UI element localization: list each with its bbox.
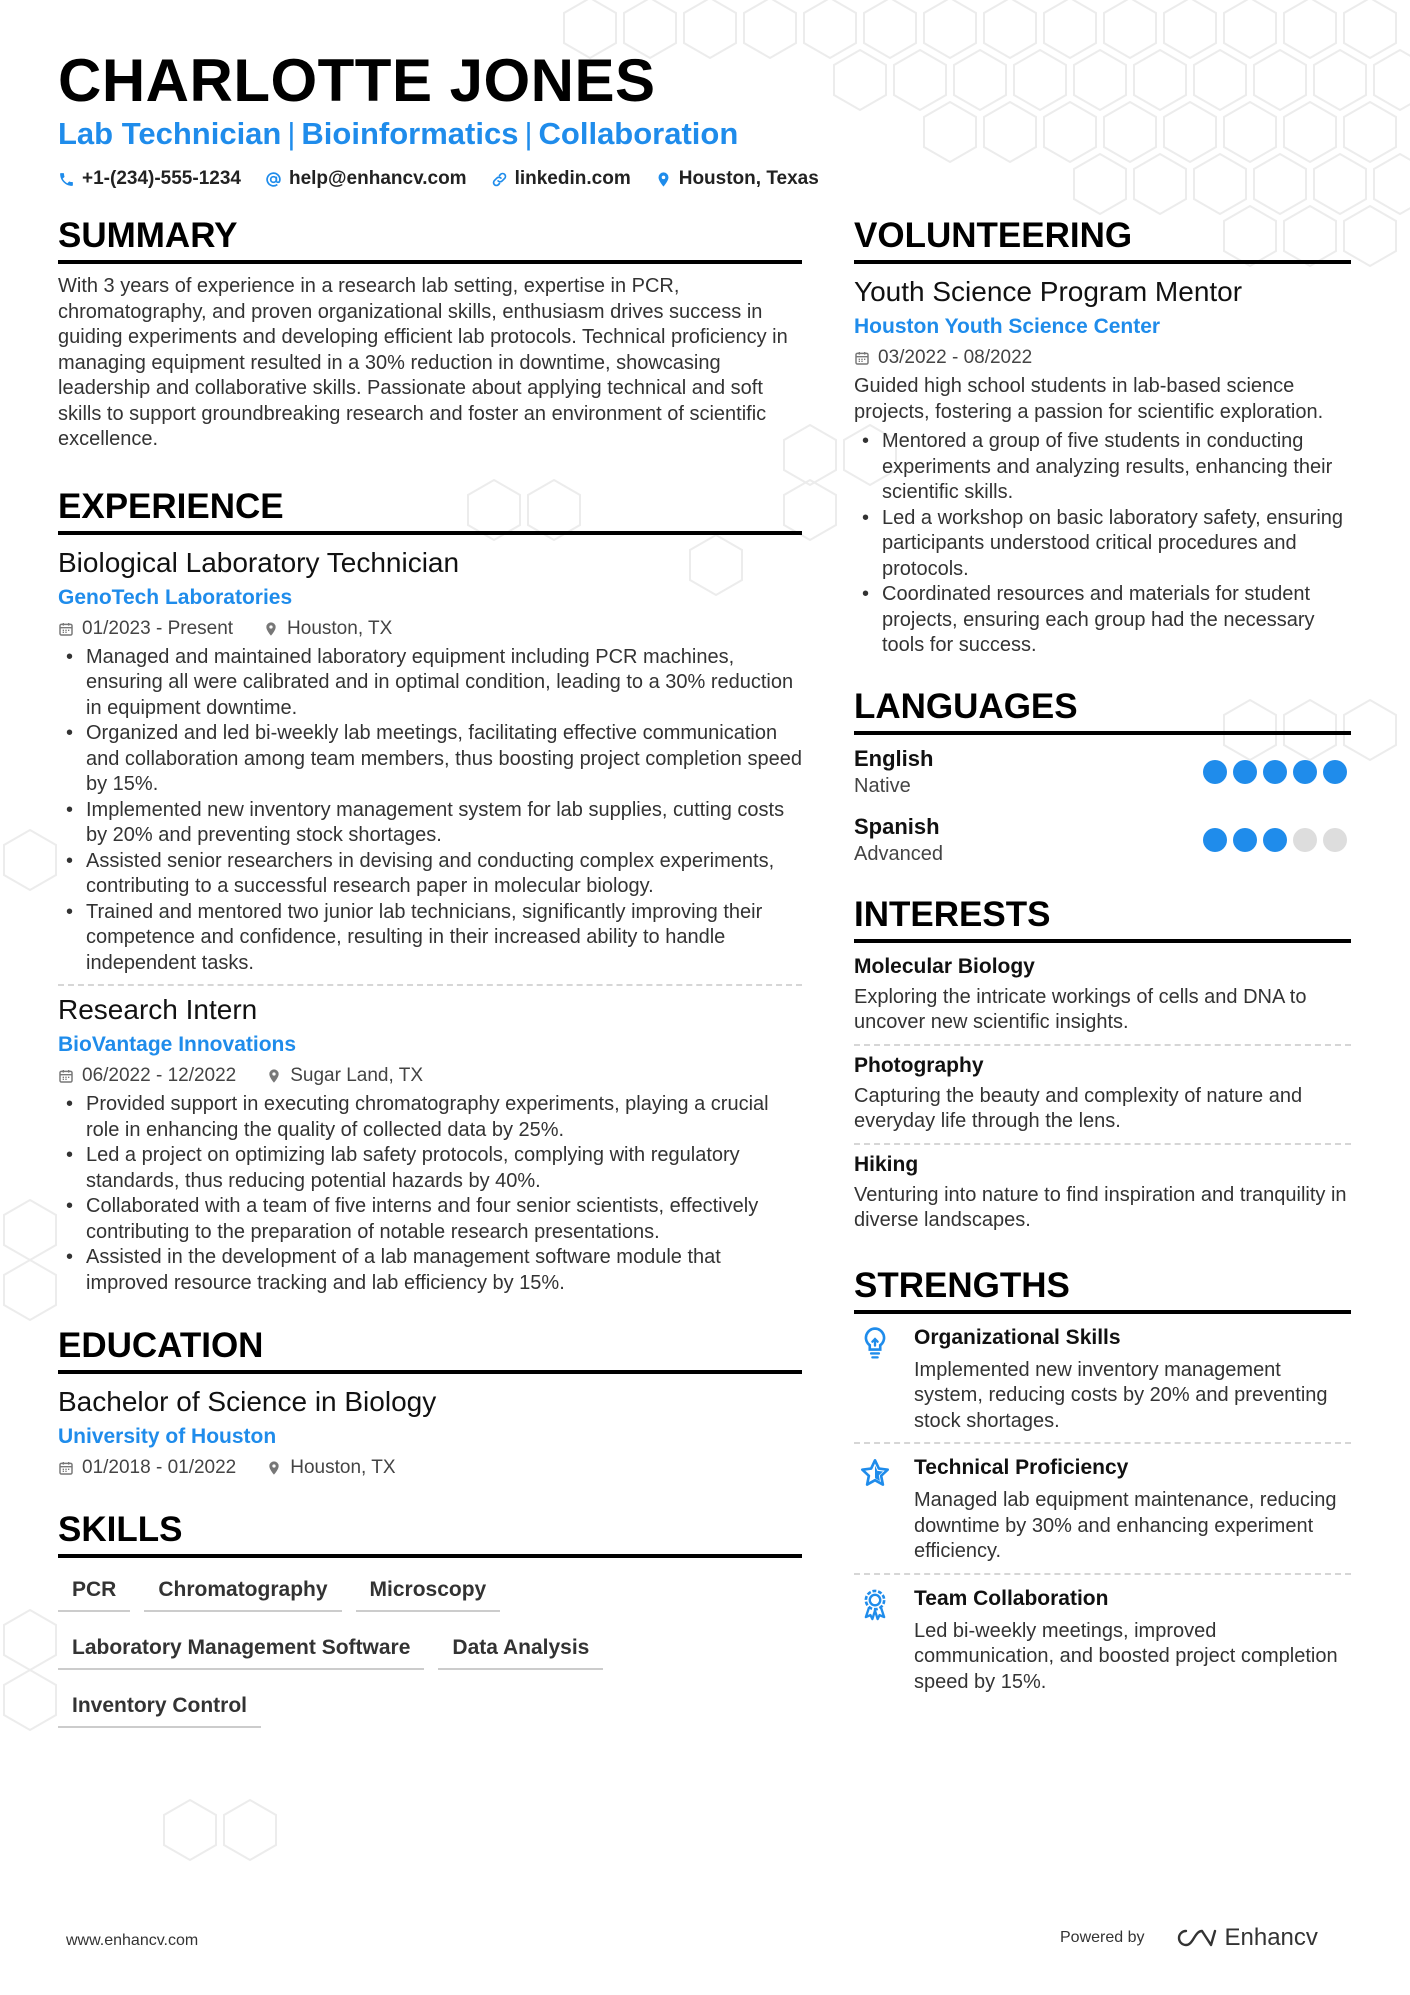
skill-tag: Chromatography xyxy=(144,1572,341,1612)
tagline-separator: | xyxy=(524,116,533,151)
location-pin-icon xyxy=(263,621,279,637)
job-dates: 06/2022 - 12/2022 xyxy=(82,1065,237,1086)
interest-item xyxy=(854,1151,1351,1234)
strength-item xyxy=(854,1585,1351,1696)
bullet-item: • Provided support in executing chromatography experiments, playing a crucial role in enhancing the quality of collected data by 25%. xyxy=(58,1092,802,1143)
strengths-section xyxy=(854,1264,1351,1696)
section-title-languages: LANGUAGES xyxy=(854,685,1351,735)
interests-section xyxy=(854,893,1351,1234)
summary-section xyxy=(58,214,802,453)
company-name: BioVantage Innovations xyxy=(58,1033,297,1056)
contact-bar xyxy=(58,168,819,190)
education-meta xyxy=(58,1454,802,1482)
bullet-item: • Led a project on optimizing lab safety protocols, complying with regulatory standards, thus reducing potential hazards by 40%. xyxy=(58,1143,802,1194)
section-title-strengths: STRENGTHS xyxy=(854,1264,1351,1314)
skill-tag: Laboratory Management Software xyxy=(58,1630,424,1670)
bullet-item: • Trained and mentored two junior lab technicians, significantly improving their competence and confidence, resulting in their increased ability to handle independent tasks. xyxy=(58,900,802,977)
interest-desc: Exploring the intricate workings of cells and DNA to uncover new scientific insights. xyxy=(854,985,1307,1033)
contact-linkedin[interactable] xyxy=(491,168,631,190)
experience-entry xyxy=(58,992,802,1296)
section-title-education: EDUCATION xyxy=(58,1324,802,1374)
strength-name: Technical Proficiency xyxy=(914,1456,1129,1479)
bullet-item: • Assisted senior researchers in devising and conducting complex experiments, contributing to a successful research paper in molecular biology. xyxy=(58,849,802,900)
entry-divider xyxy=(854,1442,1351,1444)
job-meta xyxy=(58,615,802,643)
phone-text: +1-(234)-555-1234 xyxy=(82,168,241,189)
section-title-experience: EXPERIENCE xyxy=(58,485,802,535)
bullet-item: • Coordinated resources and materials for student projects, ensuring each group had the necessary tools for success. xyxy=(854,582,1351,659)
bullet-item: • Led a workshop on basic laboratory safety, ensuring participants understood critical procedures and protocols. xyxy=(854,506,1351,583)
skill-tag: Microscopy xyxy=(356,1572,501,1612)
volunteering-section xyxy=(854,214,1351,659)
volunteer-dates: 03/2022 - 08/2022 xyxy=(878,347,1033,368)
calendar-icon xyxy=(58,621,74,637)
candidate-name: CHARLOTTE JONES xyxy=(58,47,656,114)
job-location: Sugar Land, TX xyxy=(290,1065,423,1086)
calendar-icon xyxy=(58,1460,74,1476)
interest-desc: Venturing into nature to find inspiration and tranquility in diverse landscapes. xyxy=(854,1183,1347,1231)
location-text: Houston, Texas xyxy=(678,168,819,189)
rating-dot-filled xyxy=(1293,760,1317,784)
strength-desc: Managed lab equipment maintenance, reducing downtime by 30% and enhancing experiment efficiency. xyxy=(914,1489,1337,1562)
phone-icon xyxy=(58,171,75,188)
interest-name: Photography xyxy=(854,1053,984,1077)
enhancv-logo-icon xyxy=(1171,1927,1217,1949)
job-title: Research Intern xyxy=(58,994,258,1025)
education-dates: 01/2018 - 01/2022 xyxy=(82,1457,237,1478)
degree-title: Bachelor of Science in Biology xyxy=(58,1386,437,1417)
skill-tag: Inventory Control xyxy=(58,1688,261,1728)
job-dates: 01/2023 - Present xyxy=(82,617,234,639)
rating-dot-empty xyxy=(1323,828,1347,852)
brand-name: Enhancv xyxy=(1224,1924,1318,1951)
job-title: Biological Laboratory Technician xyxy=(58,546,460,578)
language-rating xyxy=(1203,828,1347,852)
link-icon xyxy=(491,171,508,188)
experience-section xyxy=(58,485,802,1297)
interest-name: Molecular Biology xyxy=(854,954,1035,978)
tagline-separator: | xyxy=(287,116,296,151)
skills-section xyxy=(58,1508,802,1728)
location-pin-icon xyxy=(266,1068,282,1084)
powered-by-label: Powered by xyxy=(1060,1929,1145,1946)
language-level: Advanced xyxy=(854,842,943,865)
brand-logo[interactable] xyxy=(1171,1924,1318,1952)
skill-tag: PCR xyxy=(58,1572,130,1612)
bullet-item: • Managed and maintained laboratory equipment including PCR machines, ensuring all were calibrated and in optimal condition, leading to a 30% reduction in equipment downtime. xyxy=(58,645,802,722)
linkedin-text: linkedin.com xyxy=(514,168,631,189)
section-title-summary: SUMMARY xyxy=(58,214,802,264)
section-title-skills: SKILLS xyxy=(58,1508,802,1558)
calendar-icon xyxy=(854,350,870,366)
contact-email[interactable] xyxy=(265,168,467,190)
right-column xyxy=(854,214,1351,1695)
at-icon xyxy=(265,171,282,188)
interest-desc: Capturing the beauty and complexity of nature and everyday life through the lens. xyxy=(854,1084,1303,1132)
skill-tag: Data Analysis xyxy=(438,1630,603,1670)
strength-item xyxy=(854,1454,1351,1565)
volunteer-role: Youth Science Program Mentor xyxy=(854,276,1243,307)
strength-desc: Implemented new inventory management system, reducing costs by 20% and preventing stock shortages. xyxy=(914,1358,1328,1432)
interest-name: Hiking xyxy=(854,1152,919,1176)
bullet-item: • Assisted in the development of a lab management software module that improved resource tracking and lab efficiency by 15%. xyxy=(58,1245,802,1296)
strength-name: Organizational Skills xyxy=(914,1325,1121,1349)
email-text: help@enhancv.com xyxy=(288,168,467,189)
company-name: GenoTech Laboratories xyxy=(58,585,293,609)
location-pin-icon xyxy=(655,171,672,188)
interest-item xyxy=(854,1052,1351,1135)
strength-item xyxy=(854,1324,1351,1435)
lightbulb-icon xyxy=(859,1326,891,1360)
rating-dot-filled xyxy=(1233,760,1257,784)
left-column xyxy=(58,214,802,1728)
star-icon xyxy=(859,1456,891,1490)
rating-dot-filled xyxy=(1203,760,1227,784)
school-name: University of Houston xyxy=(58,1425,277,1448)
tagline xyxy=(58,116,738,152)
language-level: Native xyxy=(854,774,911,797)
contact-phone[interactable] xyxy=(58,168,241,190)
education-section xyxy=(58,1324,802,1482)
bullet-item: • Organized and led bi-weekly lab meetings, facilitating effective communication and collaboration among team members, thus boosting project completion speed by 15%. xyxy=(58,721,802,798)
education-location: Houston, TX xyxy=(290,1457,396,1478)
award-icon xyxy=(859,1587,891,1621)
bullet-item: • Collaborated with a team of five interns and four senior scientists, effectively contributing to the preparation of notable research presentations. xyxy=(58,1194,802,1245)
language-name: English xyxy=(854,745,934,771)
entry-divider xyxy=(854,1143,1351,1145)
rating-dot-empty xyxy=(1293,828,1317,852)
language-name: Spanish xyxy=(854,813,940,839)
language-row xyxy=(854,745,1351,799)
strength-name: Team Collaboration xyxy=(914,1586,1109,1610)
summary-text: With 3 years of experience in a research lab setting, expertise in PCR, chromatography, and proven organizational skills, enthusiasm drives success in guiding experiments and developing efficient lab protocols. Technical proficiency in managing equipment resulted in a 30% reduction in downtime, showcasing leadership and collaborative skills. Passionate about applying technical and soft skills to support groundbreaking research and foster an environment of scientific excellence. xyxy=(58,275,788,450)
section-title-volunteering: VOLUNTEERING xyxy=(854,214,1351,264)
entry-divider xyxy=(58,984,802,986)
contact-location xyxy=(655,168,819,190)
tagline-role: Lab Technician xyxy=(58,116,282,151)
volunteer-description: Guided high school students in lab-based science projects, fostering a passion for scientific exploration. xyxy=(854,375,1324,423)
job-meta xyxy=(58,1062,802,1090)
volunteer-org: Houston Youth Science Center xyxy=(854,315,1161,338)
job-bullets xyxy=(58,1092,802,1296)
section-title-interests: INTERESTS xyxy=(854,893,1351,943)
rating-dot-filled xyxy=(1263,760,1287,784)
job-location: Houston, TX xyxy=(287,617,393,639)
entry-divider xyxy=(854,1573,1351,1575)
entry-divider xyxy=(854,1044,1351,1046)
footer-branding xyxy=(1060,1924,1318,1952)
interest-item xyxy=(854,953,1351,1036)
languages-section xyxy=(854,685,1351,867)
experience-entry xyxy=(58,545,802,977)
location-pin-icon xyxy=(266,1460,282,1476)
rating-dot-filled xyxy=(1323,760,1347,784)
bullet-item: • Implemented new inventory management system for lab supplies, cutting costs by 20% and preventing stock shortages. xyxy=(58,798,802,849)
volunteer-meta xyxy=(854,344,1351,372)
tagline-skill: Collaboration xyxy=(538,116,739,151)
tagline-field: Bioinformatics xyxy=(301,116,519,151)
volunteer-bullets xyxy=(854,429,1351,659)
language-rating xyxy=(1203,760,1347,784)
strength-desc: Led bi-weekly meetings, improved communication, and boosted project completion speed by 15%. xyxy=(914,1619,1338,1693)
bullet-item: • Mentored a group of five students in conducting experiments and analyzing results, enhancing their scientific skills. xyxy=(854,429,1351,506)
calendar-icon xyxy=(58,1068,74,1084)
footer-website[interactable]: www.enhancv.com xyxy=(66,1932,199,1949)
job-bullets xyxy=(58,645,802,977)
skills-list xyxy=(58,1572,802,1728)
rating-dot-filled xyxy=(1233,828,1257,852)
language-row xyxy=(854,813,1351,867)
rating-dot-filled xyxy=(1263,828,1287,852)
rating-dot-filled xyxy=(1203,828,1227,852)
